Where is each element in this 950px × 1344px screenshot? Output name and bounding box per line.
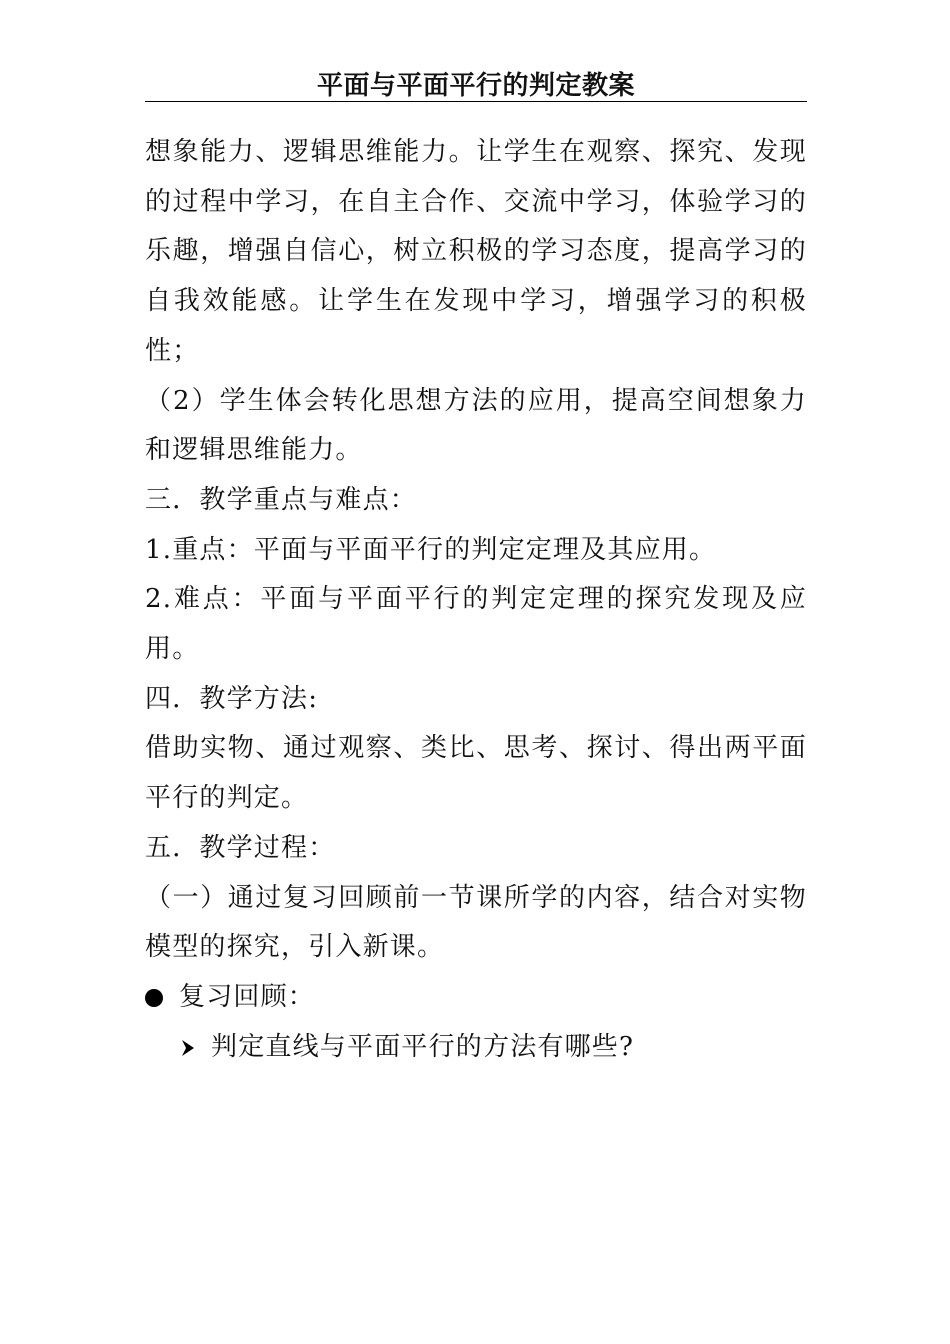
key-point: 1.重点：平面与平面平行的判定定理及其应用。 [145,534,717,565]
sub-bullet-item [145,1023,807,1073]
difficult-point: 2.难点：平面与平面平行的判定定理的探究发现及应用。 [145,584,807,665]
paragraph-objective-2: （2）学生体会转化思想方法的应用，提高空间想象力和逻辑思维能力。 [145,385,807,466]
section-heading-5: 五．教学过程： [145,832,336,863]
sub-bullet-text: 判定直线与平面平行的方法有哪些? [211,1031,635,1062]
arrowhead-icon [181,1039,195,1057]
header-divider [145,101,807,102]
process-step-1: （一）通过复习回顾前一节课所学的内容，结合对实物模型的探究，引入新课。 [145,882,807,963]
bullet-item [145,973,807,1023]
section-heading-3: 三．教学重点与难点： [145,484,418,515]
page-header-title: 平面与平面平行的判定教案 [316,71,635,101]
method-paragraph: 借助实物、通过观察、类比、思考、探讨、得出两平面平行的判定。 [145,733,807,814]
document-body [145,128,807,1072]
bullet-text: 复习回顾： [179,981,316,1012]
section-heading-4: 四．教学方法: [145,683,319,714]
paragraph-objective-continued: 想象能力、逻辑思维能力。让学生在观察、探究、发现的过程中学习，在自主合作、交流中学习，体验学习的乐趣，增强自信心，树立积极的学习态度，提高学习的自我效能感。让学生在发现中学习，增强学习的积极性； [145,137,807,366]
filled-circle-icon [145,989,163,1007]
